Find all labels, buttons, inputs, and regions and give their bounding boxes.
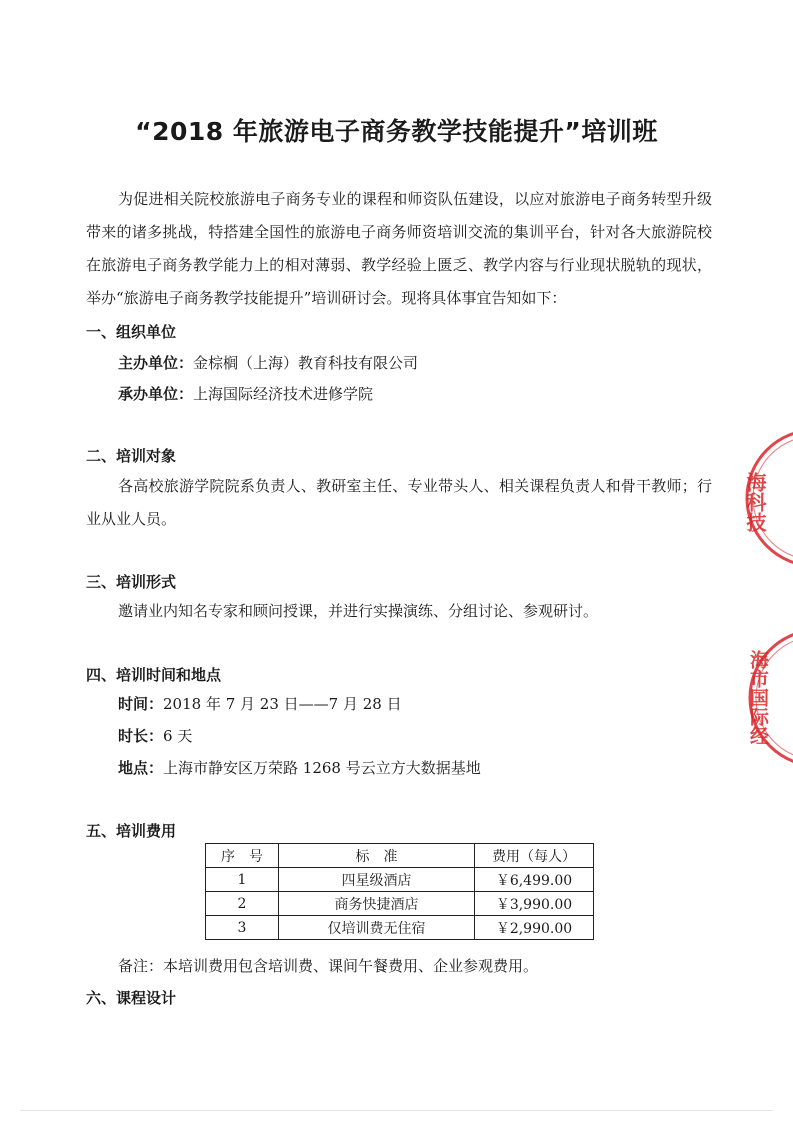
cell-fee: ￥3,990.00 (475, 892, 594, 916)
organizer-label: 承办单位： (118, 385, 194, 403)
host-label: 主办单位： (118, 354, 194, 372)
organizer-value: 上海国际经济技术进修学院 (193, 385, 374, 403)
location-value: 上海市静安区万荣路 1268 号云立方大数据基地 (163, 759, 481, 777)
school-seal-stamp-bottom (738, 626, 793, 766)
stamp-top-text: 海科技 (743, 472, 767, 532)
fee-table-header-row (206, 844, 594, 868)
time-line (118, 693, 402, 714)
company-seal-stamp-top (733, 428, 793, 568)
host-line (118, 352, 418, 373)
location-label: 地点： (118, 759, 164, 777)
section-3-text: 邀请业内知名专家和顾问授课，并进行实操演练、分组讨论、参观研讨。 (118, 602, 599, 620)
section-3-heading: 三、培训形式 (86, 573, 177, 591)
organizer-line (118, 383, 373, 404)
cell-fee: ￥2,990.00 (475, 916, 594, 940)
section-2-text: 各高校旅游学院院系负责人、教研室主任、专业带头人、相关课程负责人和骨干教师；行业从业人员。 (86, 477, 712, 528)
cell-standard: 仅培训费无住宿 (279, 916, 475, 940)
section-5-heading: 五、培训费用 (86, 822, 177, 840)
table-row (206, 868, 594, 892)
intro-paragraph: 为促进相关院校旅游电子商务专业的课程和师资队伍建设，以应对旅游电子商务转型升级带来的诸多挑战，特搭建全国性的旅游电子商务师资培训交流的集训平台，针对各大旅游院校在旅游电子商务教学能力上的相对薄弱、教学经验上匮乏、教学内容与行业现状脱轨的现状，举办“旅游电子商务教学技能提升”培训研讨会。现将具体事宜告知如下： (86, 190, 712, 307)
fee-note: 备注：本培训费用包含培训费、课间午餐费用、企业参观费用。 (118, 957, 539, 975)
section-4-heading: 四、培训时间和地点 (86, 666, 222, 684)
duration-line (118, 725, 192, 746)
table-row (206, 916, 594, 940)
cell-index: 2 (206, 892, 279, 916)
page-bottom-rule (20, 1110, 773, 1111)
section-1-heading: 一、组织单位 (86, 323, 177, 341)
host-value: 金棕榈（上海）教育科技有限公司 (193, 354, 419, 372)
col-header-fee: 费用（每人） (475, 844, 594, 868)
stamp-bottom-text: 海市国际经 (747, 650, 769, 745)
cell-standard: 商务快捷酒店 (279, 892, 475, 916)
table-row (206, 892, 594, 916)
cell-fee: ￥6,499.00 (475, 868, 594, 892)
cell-index: 1 (206, 868, 279, 892)
document-title: “2018 年旅游电子商务教学技能提升”培训班 (135, 117, 658, 146)
cell-standard: 四星级酒店 (279, 868, 475, 892)
time-label: 时间： (118, 695, 164, 713)
cell-index: 3 (206, 916, 279, 940)
col-header-index: 序 号 (206, 844, 279, 868)
location-line (118, 757, 481, 778)
duration-value: 6 天 (163, 727, 193, 745)
duration-label: 时长： (118, 727, 164, 745)
col-header-standard: 标 准 (279, 844, 475, 868)
section-2-heading: 二、培训对象 (86, 447, 177, 465)
fee-table (205, 843, 594, 940)
time-value: 2018 年 7 月 23 日——7 月 28 日 (163, 695, 402, 713)
section-6-heading: 六、课程设计 (86, 989, 177, 1007)
